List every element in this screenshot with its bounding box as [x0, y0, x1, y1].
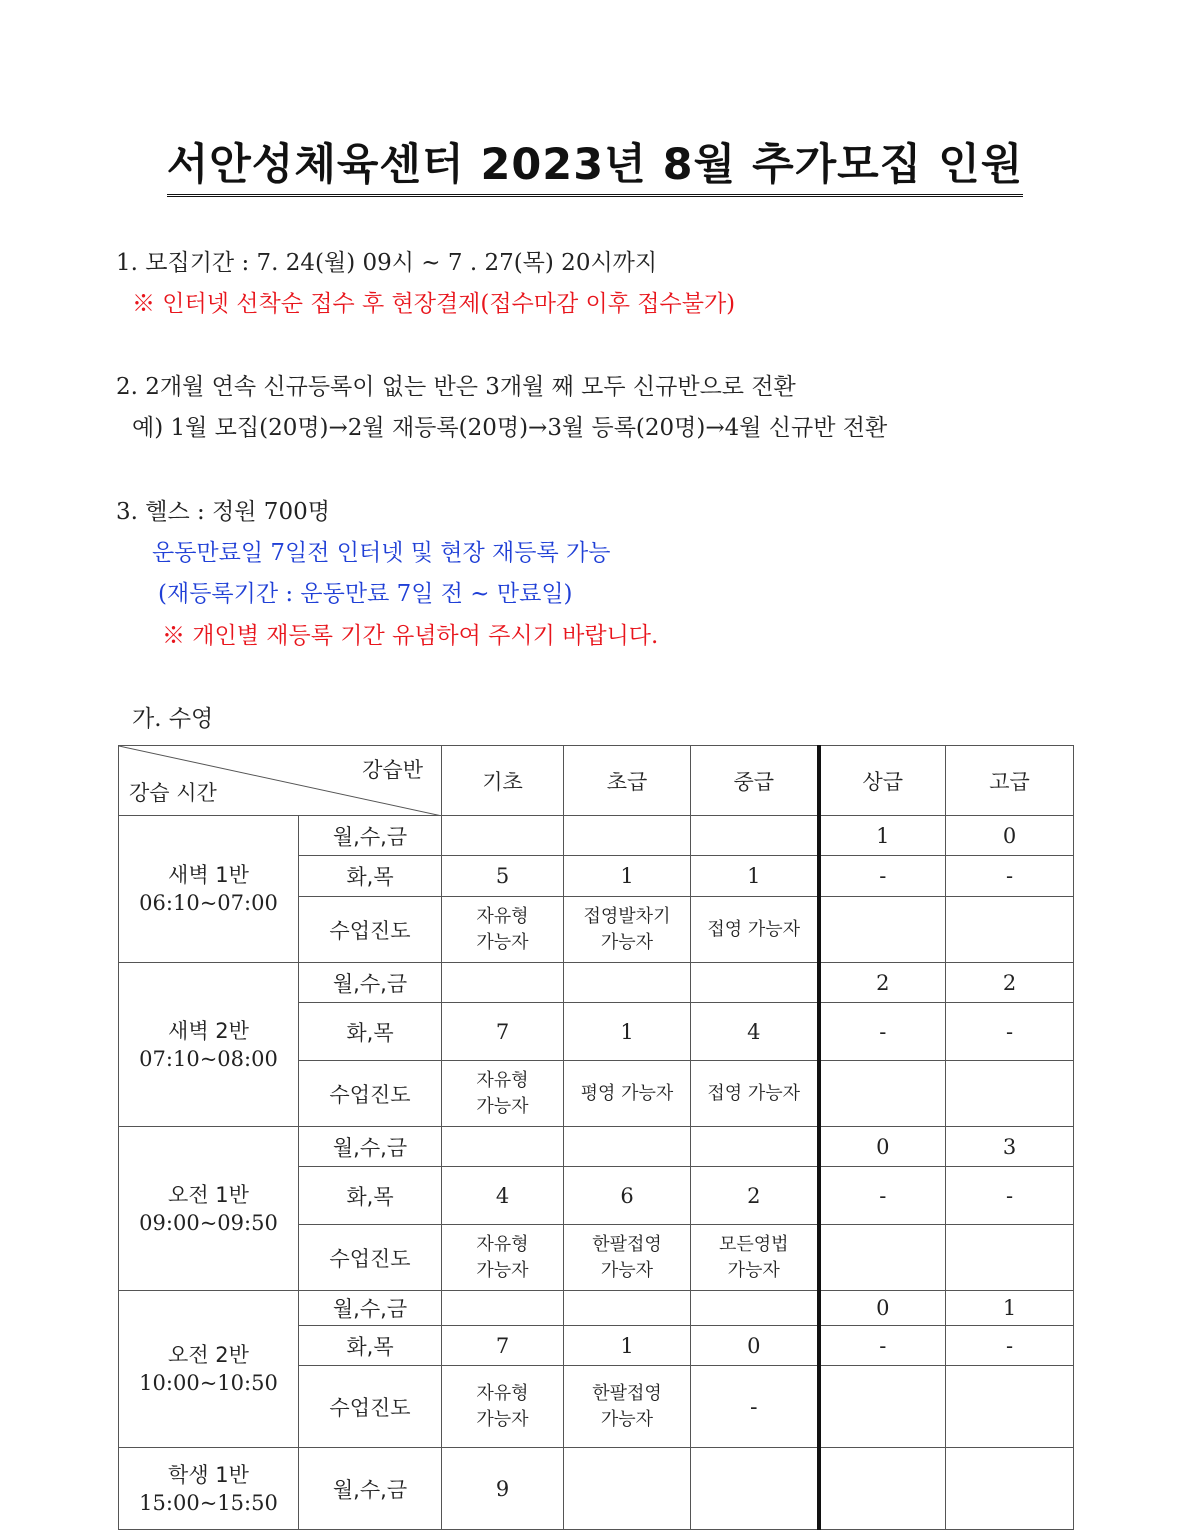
table-cell: 4	[442, 1167, 564, 1225]
row-label: 월,수,금	[299, 816, 442, 856]
table-cell: 1	[946, 1291, 1074, 1326]
table-cell	[691, 1225, 819, 1291]
session-name: 오전 2반	[168, 1343, 249, 1367]
cell-text: 가능자	[476, 931, 529, 953]
table-cell: 7	[442, 1326, 564, 1366]
table-cell: -	[946, 1326, 1074, 1366]
row-label: 화,목	[299, 856, 442, 897]
session-cell	[119, 1448, 299, 1530]
row-label: 월,수,금	[299, 963, 442, 1003]
table-cell	[819, 897, 946, 963]
table-cell: 6	[564, 1167, 691, 1225]
table-cell	[691, 816, 819, 856]
cell-text: 모든영법	[718, 1233, 789, 1255]
table-cell	[564, 1366, 691, 1448]
session-name: 새벽 2반	[168, 1018, 249, 1043]
session-time: 10:00~10:50	[139, 1371, 278, 1395]
cell-text: 평영 가능자	[580, 1082, 674, 1104]
table-cell	[564, 1448, 691, 1530]
table-cell: -	[946, 856, 1074, 897]
table-cell	[691, 1366, 819, 1448]
table-cell	[691, 1127, 819, 1167]
swim-schedule-table	[118, 745, 1074, 1530]
table-cell: 4	[691, 1003, 819, 1061]
table-cell	[946, 897, 1074, 963]
table-header-row	[119, 746, 1074, 816]
table-cell	[946, 1448, 1074, 1530]
conversion-rule: 2. 2개월 연속 신규등록이 없는 반은 3개월 째 모두 신규반으로 전환	[116, 374, 796, 400]
table-cell	[946, 1366, 1074, 1448]
gym-reregister: 운동만료일 7일전 인터넷 및 현장 재등록 가능	[152, 540, 611, 566]
row-label: 수업진도	[299, 897, 442, 963]
recruit-note: ※ 인터넷 선착순 접수 후 현장결제(접수마감 이후 접수불가)	[132, 291, 736, 317]
row-label: 화,목	[299, 1326, 442, 1366]
table-cell	[564, 897, 691, 963]
table-row	[119, 963, 1074, 1003]
table-cell: 2	[819, 963, 946, 1003]
row-label: 화,목	[299, 1167, 442, 1225]
table-cell: 1	[564, 1003, 691, 1061]
table-cell	[946, 1225, 1074, 1291]
cell-text: 가능자	[476, 1095, 529, 1117]
table-cell	[442, 963, 564, 1003]
header-level-beginner: 초급	[564, 746, 691, 816]
session-cell	[119, 1127, 299, 1291]
header-level-basic: 기초	[442, 746, 564, 816]
table-cell	[564, 1225, 691, 1291]
table-cell	[691, 897, 819, 963]
cell-text: -	[749, 1394, 758, 1419]
table-cell	[691, 1291, 819, 1326]
table-cell: -	[819, 1326, 946, 1366]
table-cell	[819, 1061, 946, 1127]
session-name: 학생 1반	[168, 1462, 249, 1487]
cell-text: 자유형	[476, 905, 529, 927]
cell-text: 가능자	[600, 931, 654, 953]
table-cell	[442, 897, 564, 963]
session-time: 07:10~08:00	[139, 1046, 278, 1071]
class-level-label: 강습반	[362, 758, 423, 782]
table-cell: 1	[564, 856, 691, 897]
table-cell: -	[946, 1167, 1074, 1225]
table-cell: -	[819, 856, 946, 897]
table-cell: 2	[946, 963, 1074, 1003]
table-cell: 5	[442, 856, 564, 897]
session-name: 새벽 1반	[168, 863, 249, 887]
table-cell	[442, 1225, 564, 1291]
table-cell	[691, 1061, 819, 1127]
table-cell	[442, 1366, 564, 1448]
table-row	[119, 816, 1074, 856]
cell-text: 가능자	[476, 1408, 529, 1430]
table-cell	[442, 816, 564, 856]
row-label: 수업진도	[299, 1061, 442, 1127]
table-cell: 2	[691, 1167, 819, 1225]
table-cell	[564, 1061, 691, 1127]
header-level-advanced: 고급	[946, 746, 1074, 816]
table-cell	[819, 1225, 946, 1291]
table-cell	[819, 1366, 946, 1448]
cell-text: 가능자	[476, 1259, 529, 1281]
table-cell	[691, 1448, 819, 1530]
cell-text: 한팔접영	[592, 1382, 662, 1404]
cell-text: 접영 가능자	[707, 1082, 801, 1104]
table-cell	[442, 1291, 564, 1326]
table-cell: -	[819, 1167, 946, 1225]
table-cell: 3	[946, 1127, 1074, 1167]
session-cell	[119, 816, 299, 963]
cell-text: 가능자	[600, 1259, 654, 1281]
table-cell	[564, 963, 691, 1003]
table-row	[119, 1448, 1074, 1530]
session-name: 오전 1반	[168, 1182, 249, 1207]
header-level-intermediate: 중급	[691, 746, 819, 816]
gym-reregister-period: (재등록기간 : 운동만료 7일 전 ~ 만료일)	[158, 581, 573, 607]
table-cell: 1	[691, 856, 819, 897]
header-level-upper: 상급	[819, 746, 946, 816]
table-cell: 0	[946, 816, 1074, 856]
session-cell	[119, 1291, 299, 1448]
cell-text: 자유형	[476, 1069, 529, 1091]
table-cell	[564, 1291, 691, 1326]
row-label: 수업진도	[299, 1366, 442, 1448]
session-cell	[119, 963, 299, 1127]
session-time: 06:10~07:00	[139, 891, 278, 915]
table-cell: -	[819, 1003, 946, 1061]
cell-text: 자유형	[476, 1382, 529, 1404]
cell-text: 접영발차기	[583, 905, 671, 927]
session-time: 09:00~09:50	[139, 1210, 278, 1235]
gym-capacity: 3. 헬스 : 정원 700명	[116, 499, 330, 525]
table-row	[119, 1291, 1074, 1326]
table-cell: 0	[819, 1127, 946, 1167]
cell-text: 자유형	[476, 1233, 529, 1255]
table-cell: 1	[564, 1326, 691, 1366]
table-cell: 0	[819, 1291, 946, 1326]
gym-note: ※ 개인별 재등록 기간 유념하여 주시기 바랍니다.	[162, 623, 659, 649]
cell-text: 가능자	[727, 1259, 780, 1281]
cell-text: 가능자	[600, 1408, 654, 1430]
table-row	[119, 1127, 1074, 1167]
table-cell	[946, 1061, 1074, 1127]
class-time-label: 강습 시간	[129, 781, 217, 805]
session-time: 15:00~15:50	[139, 1490, 278, 1515]
table-cell	[564, 1127, 691, 1167]
table-cell	[442, 1127, 564, 1167]
table-cell: 1	[819, 816, 946, 856]
cell-text: 접영 가능자	[707, 918, 801, 940]
row-label: 화,목	[299, 1003, 442, 1061]
row-label: 월,수,금	[299, 1291, 442, 1326]
table-cell	[564, 816, 691, 856]
table-cell: -	[946, 1003, 1074, 1061]
table-cell	[819, 1448, 946, 1530]
recruit-period: 1. 모집기간 : 7. 24(월) 09시 ~ 7 . 27(목) 20시까지	[116, 250, 658, 276]
row-label: 월,수,금	[299, 1127, 442, 1167]
corner-header-cell	[119, 746, 442, 816]
row-label: 수업진도	[299, 1225, 442, 1291]
table-cell	[442, 1061, 564, 1127]
table-cell: 9	[442, 1448, 564, 1530]
swim-heading: 가. 수영	[132, 706, 214, 732]
table-cell	[691, 963, 819, 1003]
row-label: 월,수,금	[299, 1448, 442, 1530]
table-cell: 0	[691, 1326, 819, 1366]
cell-text: 한팔접영	[592, 1233, 662, 1255]
conversion-example: 예) 1월 모집(20명)→2월 재등록(20명)→3월 등록(20명)→4월 신규반 전환	[132, 415, 888, 441]
table-cell: 7	[442, 1003, 564, 1061]
page-title: 서안성체육센터 2023년 8월 추가모집 인원	[0, 138, 1190, 197]
